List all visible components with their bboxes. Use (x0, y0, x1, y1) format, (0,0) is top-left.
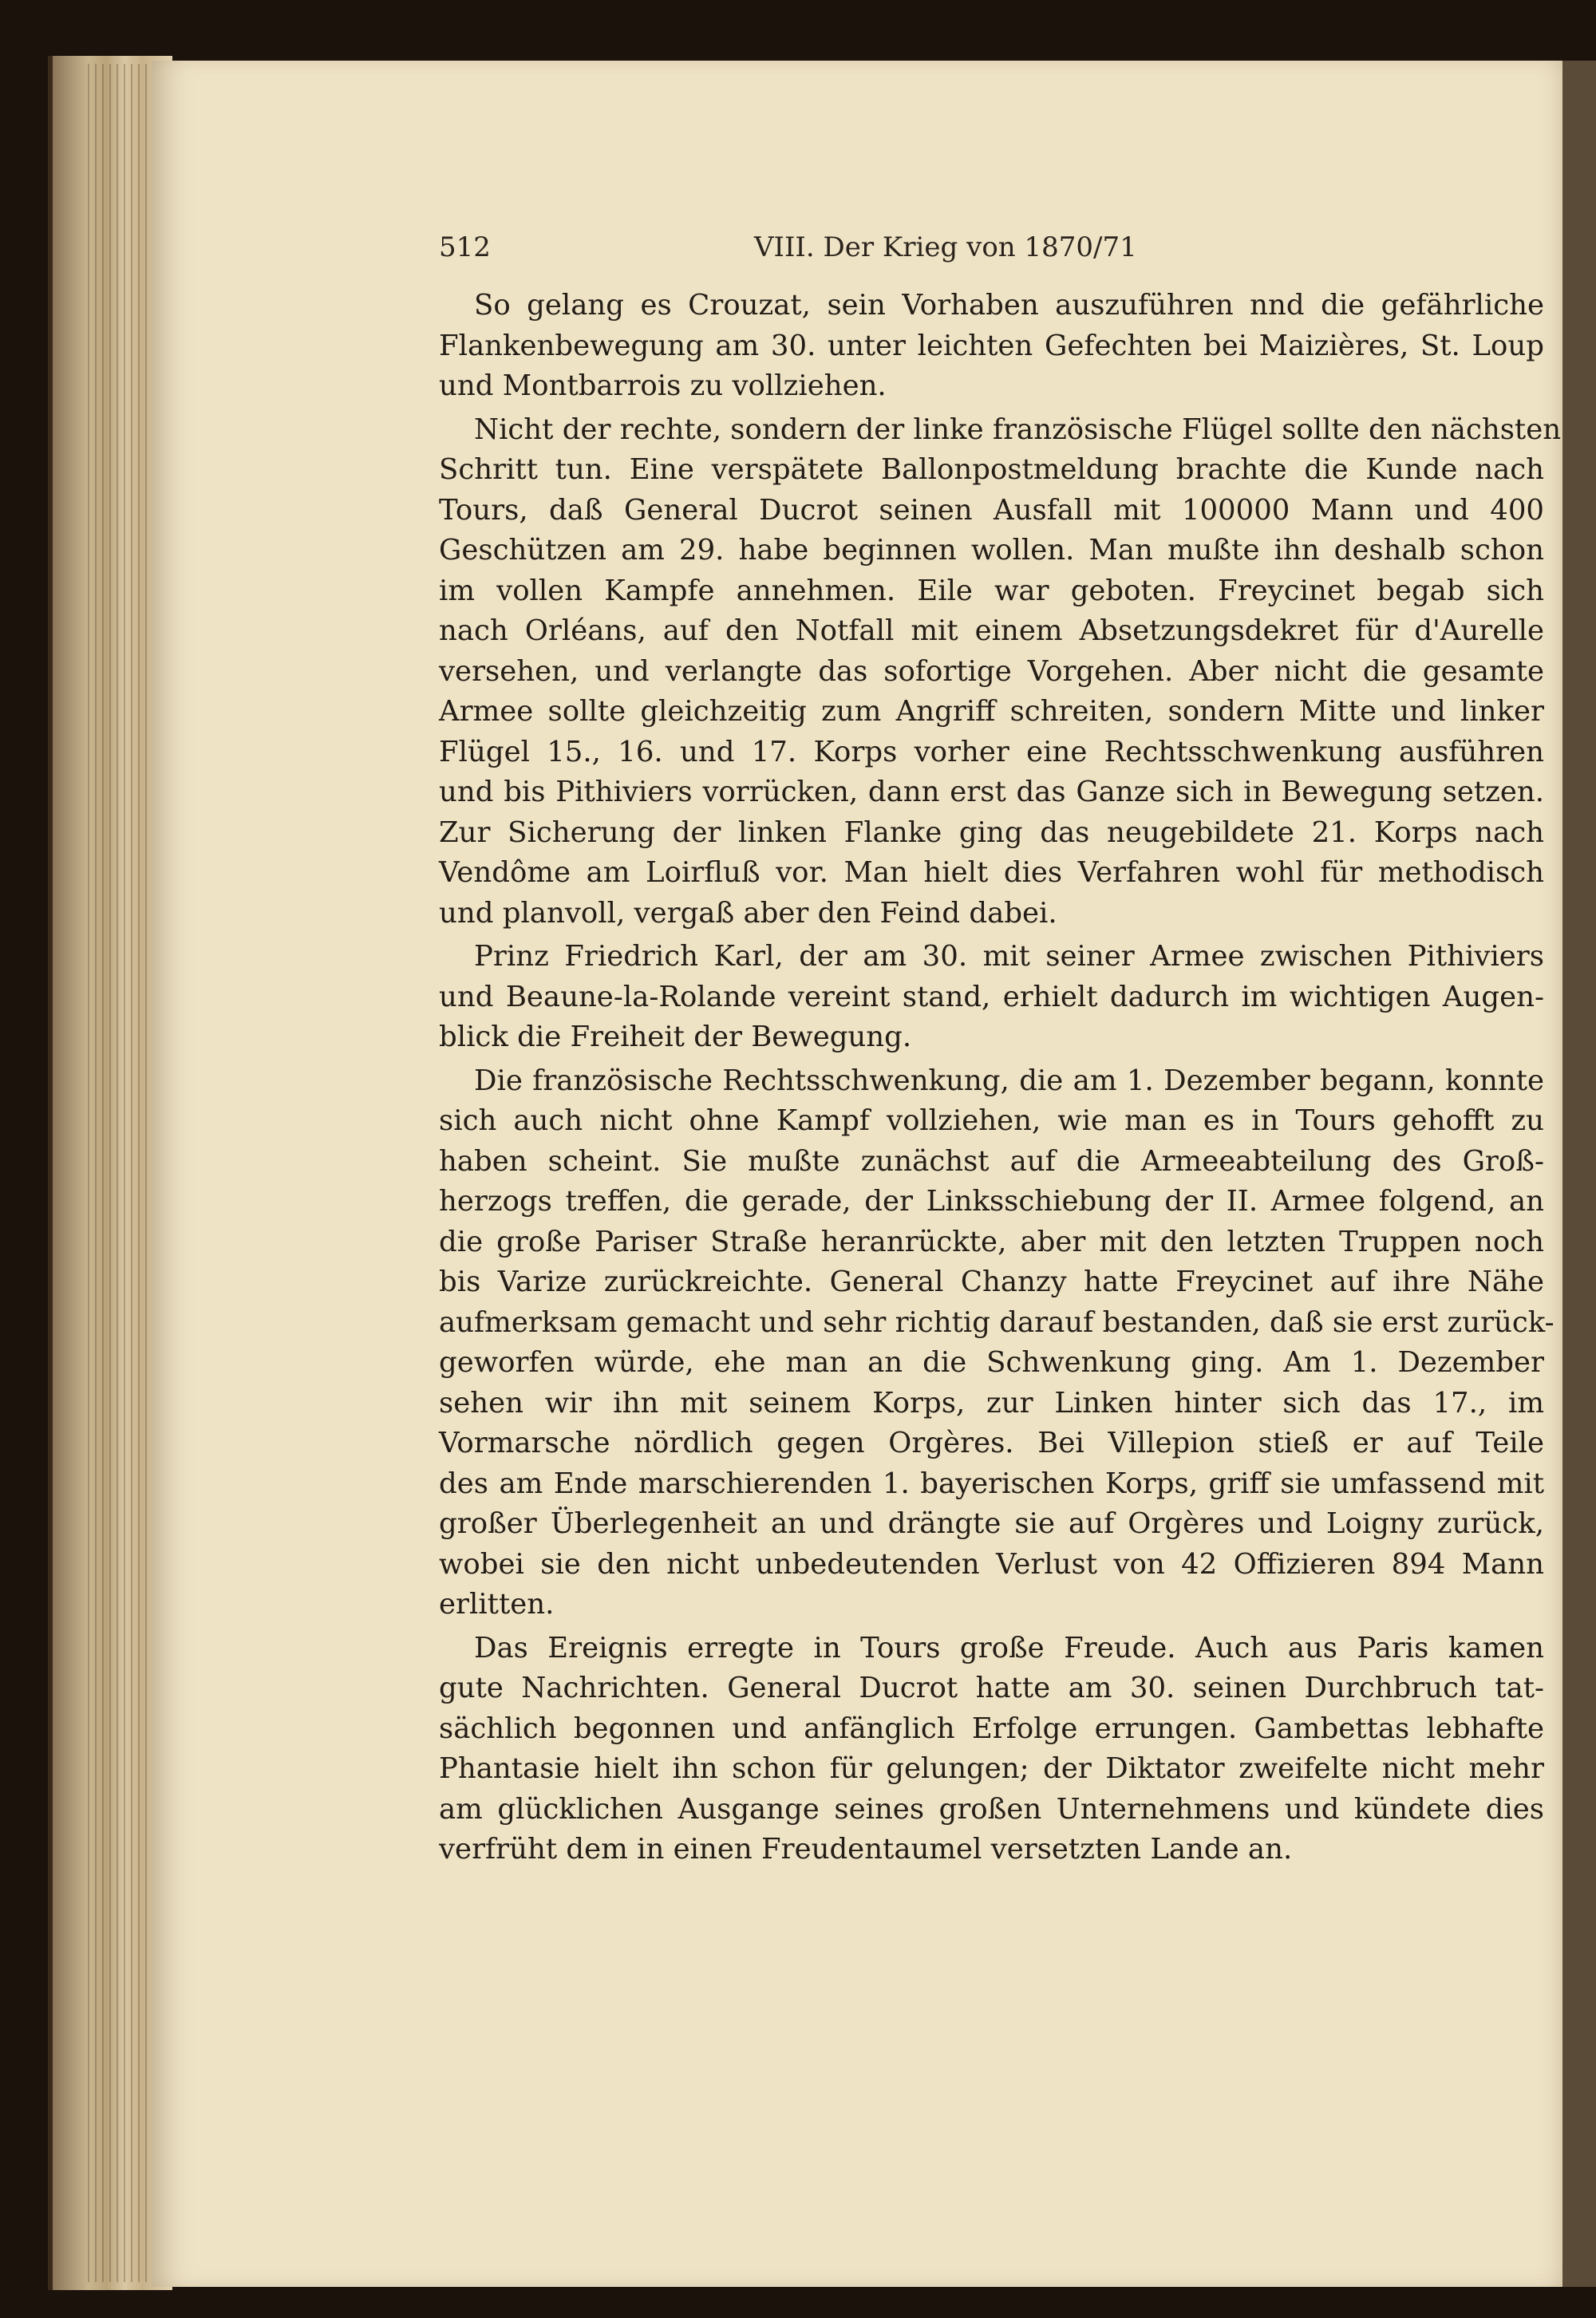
text-line: und Montbarrois zu vollziehen. (439, 369, 887, 402)
text-line: Geschützen am 29. habe beginnen wollen. Man mußte ihn deshalb schon (439, 534, 1544, 567)
text-line: am glücklichen Ausgange seines großen Unternehmens und kündete dies (439, 1792, 1544, 1826)
paragraph (439, 1629, 1544, 1870)
text-line: sächlich begonnen und anfänglich Erfolge errungen. Gambettas lebhafte (439, 1712, 1544, 1745)
page-stack-lines (88, 64, 160, 2282)
text-line: großer Überlegenheit an und drängte sie auf Orgères und Loigny zurück, (439, 1507, 1544, 1540)
text-line: Tours, daß General Ducrot seinen Ausfall mit 100000 Mann und 400 (439, 493, 1544, 527)
text-line: Zur Sicherung der linken Flanke ging das neugebildete 21. Korps nach (439, 815, 1544, 849)
text-line: bis Varize zurückreichte. General Chanzy hatte Freycinet auf ihre Nähe (439, 1266, 1544, 1298)
right-binding-shadow (1562, 61, 1596, 2287)
page-number: 512 (439, 231, 491, 263)
text-line: wobei sie den nicht unbedeutenden Verlust von 42 Offizieren 894 Mann (439, 1547, 1544, 1581)
running-head: VIII. Der Krieg von 1870/71 (754, 231, 1137, 263)
text-line: Die französische Rechtsschwenkung, die am 1. Dezember begann, konnte (474, 1064, 1544, 1097)
text-line: die große Pariser Straße heranrückte, aber mit den letzten Truppen noch (439, 1225, 1544, 1258)
text-line: Vendôme am Loirfluß vor. Man hielt dies Verfahren wohl für methodisch (439, 856, 1544, 889)
text-line: im vollen Kampfe annehmen. Eile war geboten. Freycinet begab sich (439, 574, 1544, 607)
paragraph (439, 410, 1562, 934)
paragraph (439, 937, 1544, 1058)
text-line: gute Nachrichten. General Ducrot hatte am 30. seinen Durchbruch tat- (439, 1672, 1544, 1704)
text-line: und bis Pithiviers vorrücken, dann erst das Ganze sich in Bewegung setzen. (439, 776, 1544, 808)
text-line: Phantasie hielt ihn schon für gelungen; der Diktator zweifelte nicht mehr (439, 1752, 1544, 1785)
text-line: Flügel 15., 16. und 17. Korps vorher eine Rechtsschwenkung ausführen (439, 735, 1544, 768)
body-text (439, 286, 1562, 1870)
text-line: haben scheint. Sie mußte zunächst auf die Armeeabteilung des Groß- (439, 1144, 1544, 1178)
text-line: Vormarsche nördlich gegen Orgères. Bei Villepion stieß er auf Teile (439, 1427, 1544, 1459)
text-line: sehen wir ihn mit seinem Korps, zur Linken hinter sich das 17., im (439, 1386, 1544, 1420)
text-line: herzogs treffen, die gerade, der Linksschiebung der II. Armee folgend, an (439, 1185, 1544, 1218)
text-line: Armee sollte gleichzeitig zum Angriff schreiten, sondern Mitte und linker (439, 695, 1544, 728)
text-line: geworfen würde, ehe man an die Schwenkung ging. Am 1. Dezember (439, 1346, 1544, 1379)
text-line: Schritt tun. Eine verspätete Ballonpostmeldung brachte die Kunde nach (439, 453, 1544, 486)
text-line: nach Orléans, auf den Notfall mit einem Absetzungsdekret für d'Aurelle (439, 614, 1544, 647)
text-line: Nicht der rechte, sondern der linke französische Flügel sollte den nächsten (474, 413, 1562, 446)
paragraph (439, 1061, 1555, 1625)
text-line: Prinz Friedrich Karl, der am 30. mit seiner Armee zwischen Pithiviers (474, 940, 1544, 973)
text-line: verfrüht dem in einen Freudentaumel versetzten Lande an. (439, 1833, 1293, 1866)
text-line: Flankenbewegung am 30. unter leichten Gefechten bei Maizières, St. Loup (439, 329, 1544, 362)
text-line: erlitten. (439, 1588, 555, 1621)
paragraph (439, 286, 1544, 407)
text-line: des am Ende marschierenden 1. bayerischen Korps, griff sie umfassend mit (439, 1467, 1544, 1500)
text-line: versehen, und verlangte das sofortige Vorgehen. Aber nicht die gesamte (439, 654, 1544, 688)
text-line: blick die Freiheit der Bewegung. (439, 1021, 912, 1053)
text-line: aufmerksam gemacht und sehr richtig darauf bestanden, daß sie erst zurück- (439, 1305, 1555, 1339)
page-header (439, 231, 1157, 276)
text-line: sich auch nicht ohne Kampf vollziehen, wie man es in Tours gehofft zu (439, 1104, 1544, 1137)
text-line: So gelang es Crouzat, sein Vorhaben auszuführen nnd die gefährliche (474, 289, 1544, 322)
text-line: und Beaune-la-Rolande vereint stand, erhielt dadurch im wichtigen Augen- (439, 980, 1544, 1013)
text-line: und planvoll, vergaß aber den Feind dabei. (439, 896, 1057, 930)
text-line: Das Ereignis erregte in Tours große Freude. Auch aus Paris kamen (474, 1631, 1544, 1664)
